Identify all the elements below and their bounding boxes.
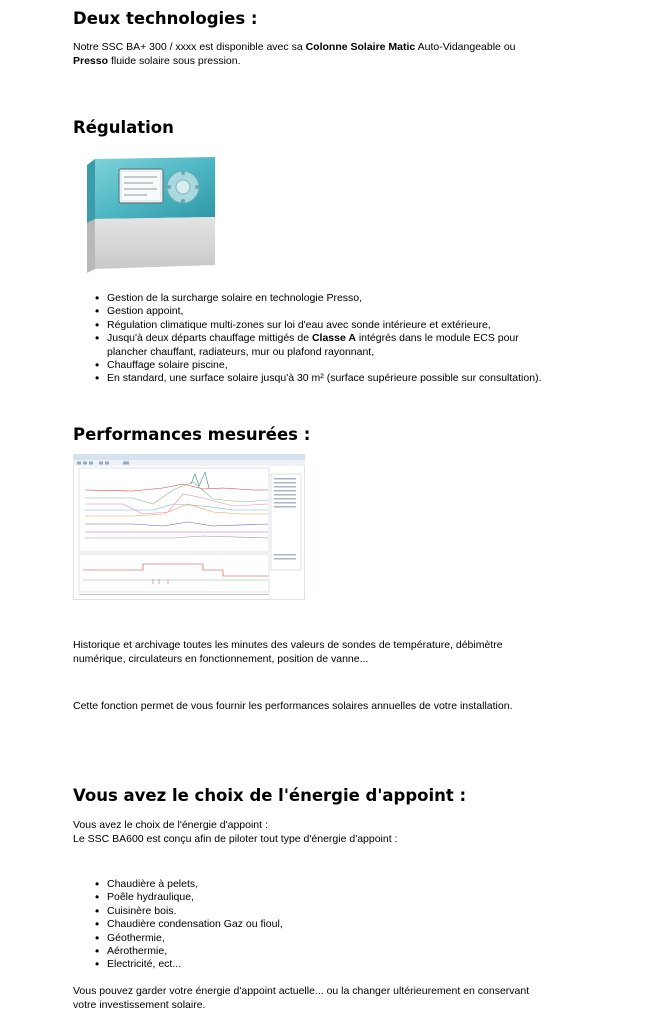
appoint-paragraph-line4: votre investissement solaire.	[73, 999, 206, 1011]
heading-energie-appoint: Vous avez le choix de l'énergie d'appoint :	[73, 786, 467, 805]
performances-paragraph-line2: numérique, circulateurs en fonctionnement, position de vanne...	[73, 653, 369, 665]
performance-chart-screenshot	[73, 454, 305, 600]
appoint-paragraph-line1: Vous avez le choix de l'énergie d'appoint :	[73, 819, 268, 831]
performances-paragraph-line1: Historique et archivage toutes les minutes des valeurs de sondes de température, débimètre	[73, 639, 503, 651]
list-item: • Géothermie,	[95, 932, 655, 945]
text: plancher chauffant, radiateurs, mur ou plafond rayonnant,	[107, 345, 375, 358]
bold-text: Presso	[73, 55, 109, 67]
bold-text: Colonne Solaire Matic	[305, 41, 416, 53]
heading-regulation: Régulation	[73, 118, 174, 137]
regulation-list	[95, 292, 655, 386]
text: Jusqu'à deux départs chauffage mittigés de	[107, 332, 312, 345]
list-item	[95, 332, 655, 359]
list-item: • Cuisinère bois.	[95, 905, 655, 918]
list-item: • Chaudière condensation Gaz ou fioul,	[95, 918, 655, 931]
list-item: • Electricité, ect...	[95, 958, 655, 971]
tech-paragraph-line2	[73, 54, 653, 68]
bold-text: Classe A	[311, 332, 356, 345]
heading-deux-technologies: Deux technologies :	[73, 9, 258, 28]
list-item: • Aérothermie,	[95, 945, 655, 958]
list-item: • En standard, une surface solaire jusqu'à 30 m² (surface supérieure possible sur consultation).	[95, 372, 655, 385]
heading-performances: Performances mesurées :	[73, 425, 311, 444]
appoint-list	[95, 878, 655, 972]
list-item: • Gestion de la surcharge solaire en technologie Presso,	[95, 292, 655, 305]
list-item: • Gestion appoint,	[95, 305, 655, 318]
list-item: • Poêle hydraulique,	[95, 891, 655, 904]
text: Notre SSC BA+ 300 / xxxx est disponible avec sa	[73, 41, 306, 53]
appoint-paragraph-line3: Vous pouvez garder votre énergie d'appoint actuelle... ou la changer ultérieurement en conservant	[73, 985, 530, 997]
regulator-device-image	[73, 157, 215, 275]
list-item: • Chauffage solaire piscine,	[95, 359, 655, 372]
list-item: • Régulation climatique multi-zones sur loi d'eau avec sonde intérieure et extérieure,	[95, 319, 655, 332]
tech-paragraph-line1	[73, 40, 653, 54]
text: fluide solaire sous pression.	[108, 55, 241, 67]
text: Auto-Vidangeable ou	[415, 41, 516, 53]
performances-paragraph-3: Cette fonction permet de vous fournir les performances solaires annuelles de votre installation.	[73, 700, 513, 712]
text: intégrés dans le module ECS pour	[355, 332, 519, 345]
appoint-paragraph-line2: Le SSC BA600 est conçu afin de piloter tout type d'énergie d'appoint :	[73, 833, 398, 845]
list-item: • Chaudière à pelets,	[95, 878, 655, 891]
